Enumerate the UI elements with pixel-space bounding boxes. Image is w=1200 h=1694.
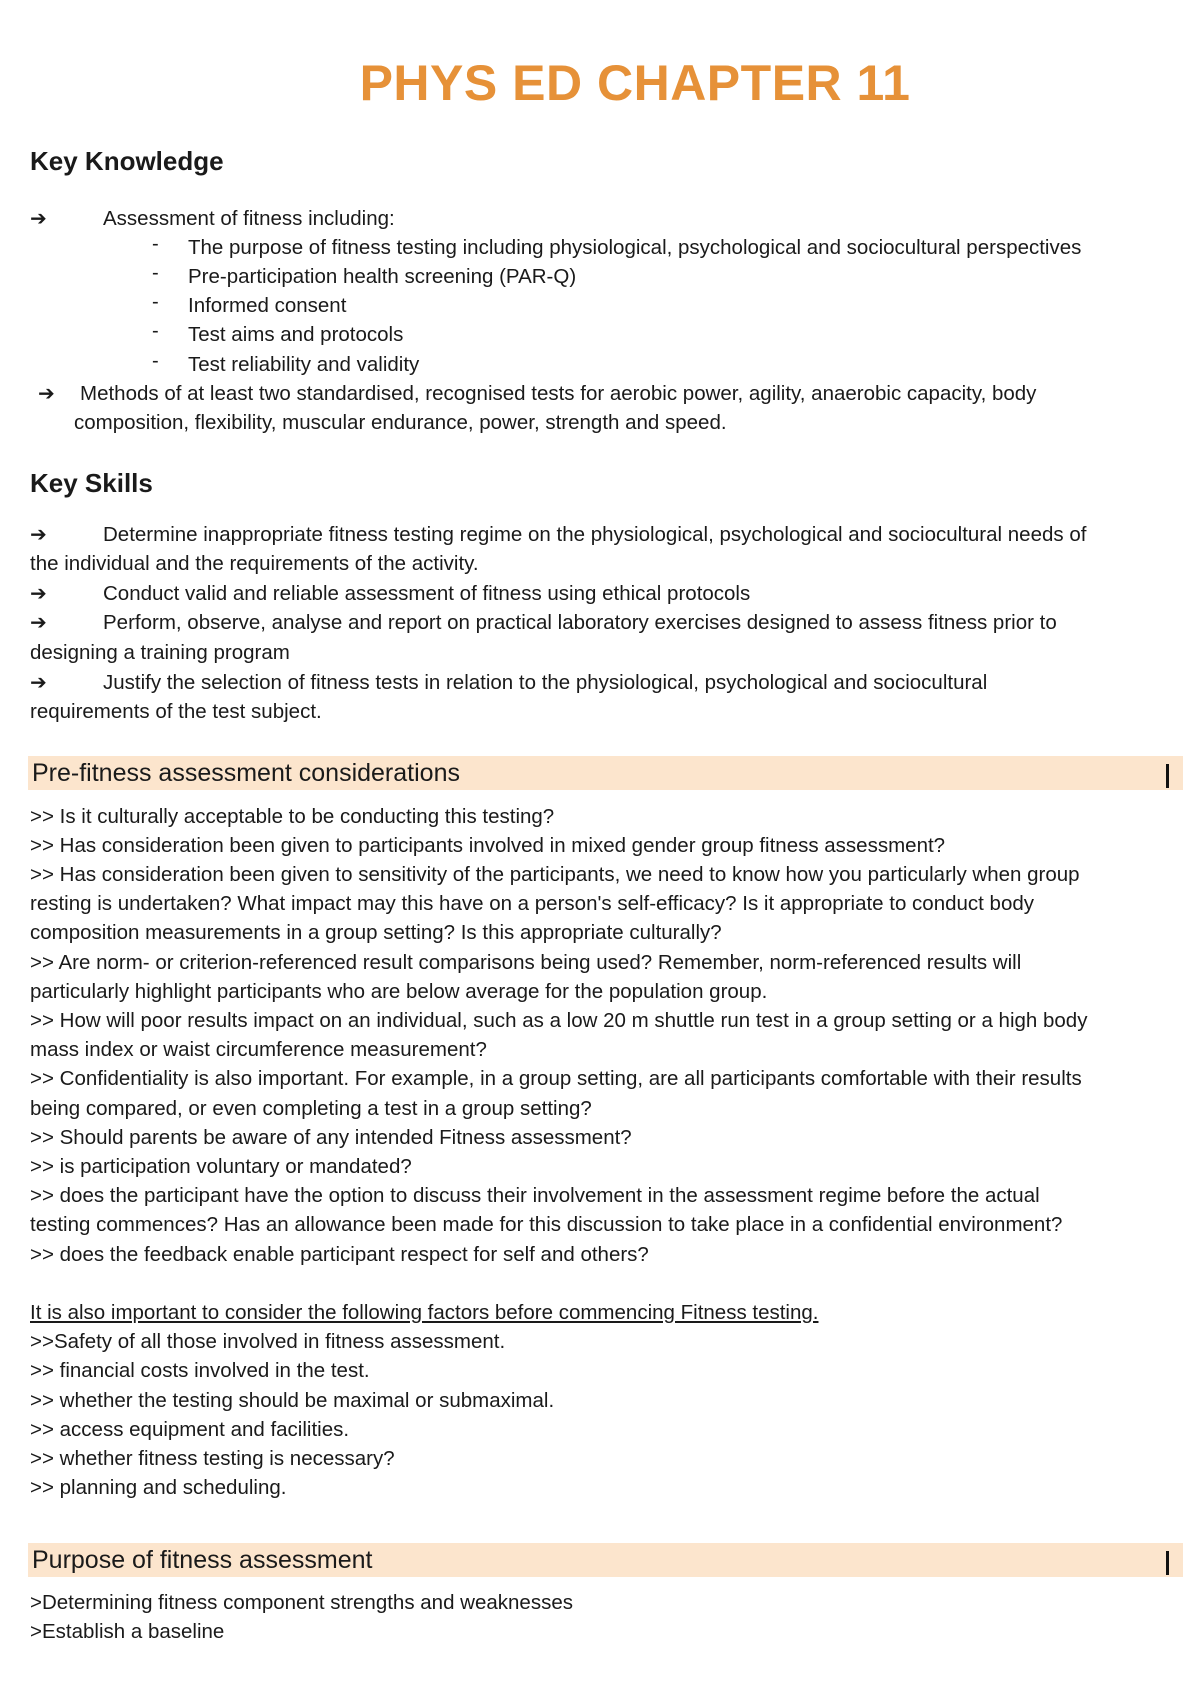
key-skill: Perform, observe, analyse and report on practical laboratory exercises designed to assess fitness prior to (103, 611, 1057, 634)
key-knowledge-item-cont: composition, flexibility, muscular endurance, power, strength and speed. (74, 411, 727, 434)
consideration-line: >> Should parents be aware of any intended Fitness assessment? (30, 1126, 632, 1149)
key-skill: Conduct valid and reliable assessment of fitness using ethical protocols (103, 582, 751, 605)
factor-line: >>Safety of all those involved in fitness assessment. (30, 1330, 506, 1353)
pre-fitness-heading: Pre-fitness assessment considerations (32, 759, 460, 787)
arrow-icon: ➔ (30, 672, 47, 694)
key-knowledge-subitem: Test aims and protocols (188, 323, 404, 346)
dash-bullet: - (152, 233, 159, 255)
key-skills-heading: Key Skills (30, 468, 153, 498)
key-knowledge-subitem: Informed consent (188, 294, 347, 317)
consideration-line: particularly highlight participants who are below average for the population group. (30, 980, 768, 1003)
key-skill-cont: designing a training program (30, 641, 290, 664)
cursor-bar (1166, 1551, 1169, 1575)
key-skill-cont: requirements of the test subject. (30, 700, 322, 723)
key-skill-cont: the individual and the requirements of the activity. (30, 552, 479, 575)
consideration-line: >> Are norm- or criterion-referenced result comparisons being used? Remember, norm-referenced results will (30, 951, 1022, 974)
factor-line: >> financial costs involved in the test. (30, 1359, 370, 1382)
consideration-line: >> How will poor results impact on an individual, such as a low 20 m shuttle run test in a group setting or a high body (30, 1009, 1088, 1032)
cursor-bar (1166, 764, 1169, 788)
purpose-line: >Determining fitness component strengths and weaknesses (30, 1591, 573, 1614)
key-knowledge-item: Assessment of fitness including: (103, 207, 395, 230)
arrow-icon: ➔ (30, 208, 47, 230)
factor-line: >> whether the testing should be maximal or submaximal. (30, 1389, 555, 1412)
key-knowledge-subitem: The purpose of fitness testing including physiological, psychological and sociocultural perspectives (188, 236, 1082, 259)
consideration-line: >> does the feedback enable participant respect for self and others? (30, 1243, 649, 1266)
consideration-line: >> Has consideration been given to sensitivity of the participants, we need to know how you particularly when group (30, 863, 1080, 886)
consideration-line: composition measurements in a group setting? Is this appropriate culturally? (30, 921, 722, 944)
dash-bullet: - (152, 262, 159, 284)
factors-heading: It is also important to consider the following factors before commencing Fitness testing. (30, 1301, 819, 1324)
consideration-line: >> Has consideration been given to participants involved in mixed gender group fitness assessment? (30, 834, 946, 857)
purpose-heading: Purpose of fitness assessment (32, 1546, 373, 1574)
consideration-line: >> does the participant have the option to discuss their involvement in the assessment regime before the actual (30, 1184, 1040, 1207)
consideration-line: testing commences? Has an allowance been made for this discussion to take place in a confidential environment? (30, 1213, 1063, 1236)
page-title: PHYS ED CHAPTER 11 (359, 55, 911, 111)
arrow-icon: ➔ (38, 383, 55, 405)
key-skill: Justify the selection of fitness tests in relation to the physiological, psychological and sociocultural (103, 671, 988, 694)
consideration-line: being compared, or even completing a test in a group setting? (30, 1097, 592, 1120)
factor-line: >> access equipment and facilities. (30, 1418, 350, 1441)
consideration-line: >> Is it culturally acceptable to be conducting this testing? (30, 805, 555, 828)
arrow-icon: ➔ (30, 612, 47, 634)
consideration-line: >> Confidentiality is also important. For example, in a group setting, are all participants comfortable with their results (30, 1067, 1082, 1090)
dash-bullet: - (152, 291, 159, 313)
consideration-line: mass index or waist circumference measurement? (30, 1038, 487, 1061)
purpose-line: >Establish a baseline (30, 1620, 225, 1643)
factor-line: >> whether fitness testing is necessary? (30, 1447, 395, 1470)
dash-bullet: - (152, 350, 159, 372)
factor-line: >> planning and scheduling. (30, 1476, 287, 1499)
arrow-icon: ➔ (30, 524, 47, 546)
consideration-line: >> is participation voluntary or mandated? (30, 1155, 412, 1178)
key-knowledge-subitem: Test reliability and validity (188, 353, 420, 376)
consideration-line: resting is undertaken? What impact may this have on a person's self-efficacy? Is it appropriate to conduct body (30, 892, 1035, 915)
key-knowledge-subitem: Pre-participation health screening (PAR-Q) (188, 265, 577, 288)
key-skill: Determine inappropriate fitness testing regime on the physiological, psychological and sociocultural needs of (103, 523, 1087, 546)
key-knowledge-item: Methods of at least two standardised, recognised tests for aerobic power, agility, anaerobic capacity, body (80, 382, 1037, 405)
dash-bullet: - (152, 320, 159, 342)
key-knowledge-heading: Key Knowledge (30, 146, 224, 176)
arrow-icon: ➔ (30, 583, 47, 605)
